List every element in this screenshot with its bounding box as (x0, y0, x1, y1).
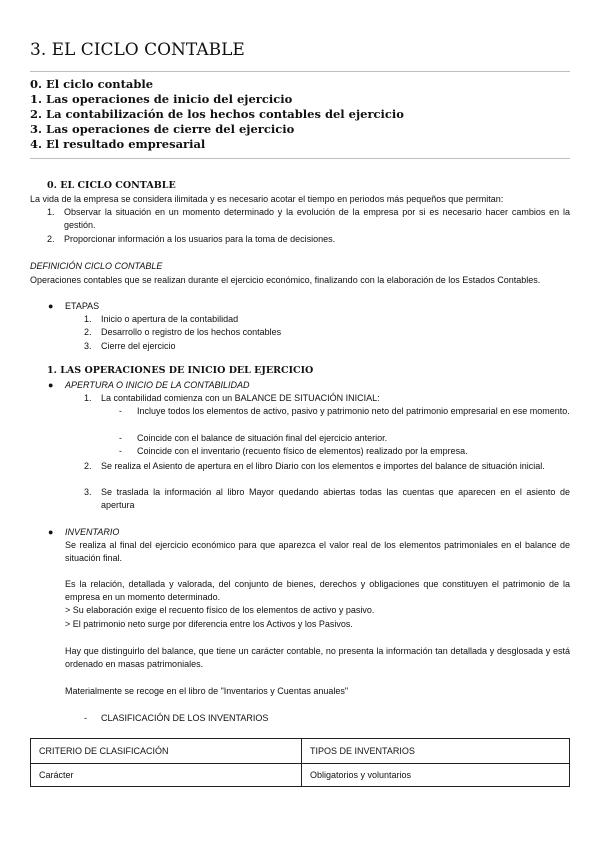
numbered-item: 2. Proporcionar información a los usuarios para la toma de decisiones. (47, 234, 336, 244)
paragraph: La vida de la empresa se considera ilimitada y es necesario acotar el tiempo en periodos más pequeños que permitan: (30, 194, 504, 204)
sub-item: - Coincide con el balance de situación final del ejercicio anterior. (119, 433, 388, 443)
paragraph: Hay que distinguirlo del balance, que tiene un carácter contable, no presenta la información tan detallada y desglosada y está ordenado en masas patrimoniales. (65, 646, 570, 669)
paragraph: > Su elaboración exige el recuento físico de los elementos de activo y pasivo. (65, 605, 375, 615)
numbered-item: 3. Se traslada la información al libro Mayor quedando abiertas todas las cuentas que aparecen en el asiento de apertura (84, 487, 570, 510)
table-header: CRITERIO DE CLASIFICACIÓN (31, 739, 302, 764)
paragraph: Materialmente se recoge en el libro de "Inventarios y Cuentas anuales" (65, 686, 349, 696)
toc-item[interactable]: 2. La contabilización de los hechos contables del ejercicio (30, 107, 404, 121)
paragraph: > El patrimonio neto surge por diferencia entre los Activos y los Pasivos. (65, 619, 353, 629)
section-heading: 0. EL CICLO CONTABLE (47, 180, 176, 191)
numbered-item: 2. Desarrollo o registro de los hechos contables (84, 327, 282, 337)
divider (30, 158, 570, 159)
toc-item[interactable]: 0. El ciclo contable (30, 77, 154, 91)
dash-item: - CLASIFICACIÓN DE LOS INVENTARIOS (84, 713, 269, 723)
table-cell: Carácter (31, 764, 302, 787)
subheading: DEFINICIÓN CICLO CONTABLE (30, 261, 163, 271)
toc-item[interactable]: 4. El resultado empresarial (30, 137, 206, 151)
section-heading: 1. LAS OPERACIONES DE INICIO DEL EJERCICIO (47, 365, 314, 376)
page-title: 3. EL CICLO CONTABLE (30, 40, 245, 60)
bullet-item: ● INVENTARIO (48, 527, 120, 537)
numbered-item: 1. La contabilidad comienza con un BALANCE DE SITUACIÓN INICIAL: (84, 393, 380, 403)
table-header-row (31, 739, 570, 764)
table-cell: Obligatorios y voluntarios (302, 764, 570, 787)
paragraph: Operaciones contables que se realizan durante el ejercicio económico, finalizando con la elaboración de los Estados Contables. (30, 275, 541, 285)
paragraph: Se realiza al final del ejercicio económico para que aparezca el valor real de los elementos patrimoniales en el balance de situación final. (65, 540, 570, 563)
toc-item[interactable]: 3. Las operaciones de cierre del ejercicio (30, 122, 295, 136)
classification-table (30, 738, 570, 787)
divider (30, 71, 570, 72)
numbered-item: 1. Inicio o apertura de la contabilidad (84, 314, 239, 324)
table-row (31, 764, 570, 787)
toc-item[interactable]: 1. Las operaciones de inicio del ejercicio (30, 92, 293, 106)
numbered-item: 2. Se realiza el Asiento de apertura en el libro Diario con los elementos e importes del balance de situación inicial. (84, 461, 545, 471)
numbered-item: 1. Observar la situación en un momento determinado y la evolución de la empresa por si es necesario hacer cambios en la gestión. (47, 207, 570, 230)
table-of-contents (30, 77, 404, 152)
table-header: TIPOS DE INVENTARIOS (302, 739, 570, 764)
sub-item: - Coincide con el inventario (recuento físico de elementos) realizado por la empresa. (119, 446, 468, 456)
bullet-item: ● APERTURA O INICIO DE LA CONTABILIDAD (48, 380, 250, 390)
paragraph: Es la relación, detallada y valorada, del conjunto de bienes, derechos y obligaciones que constituyen el patrimonio de la empresa en un momento determinado. (65, 579, 570, 602)
sub-item: - Incluye todos los elementos de activo, pasivo y patrimonio neto del patrimonio empresarial en ese momento. (119, 406, 570, 416)
numbered-item: 3. Cierre del ejercicio (84, 341, 176, 351)
bullet-item: ● ETAPAS (48, 301, 100, 311)
